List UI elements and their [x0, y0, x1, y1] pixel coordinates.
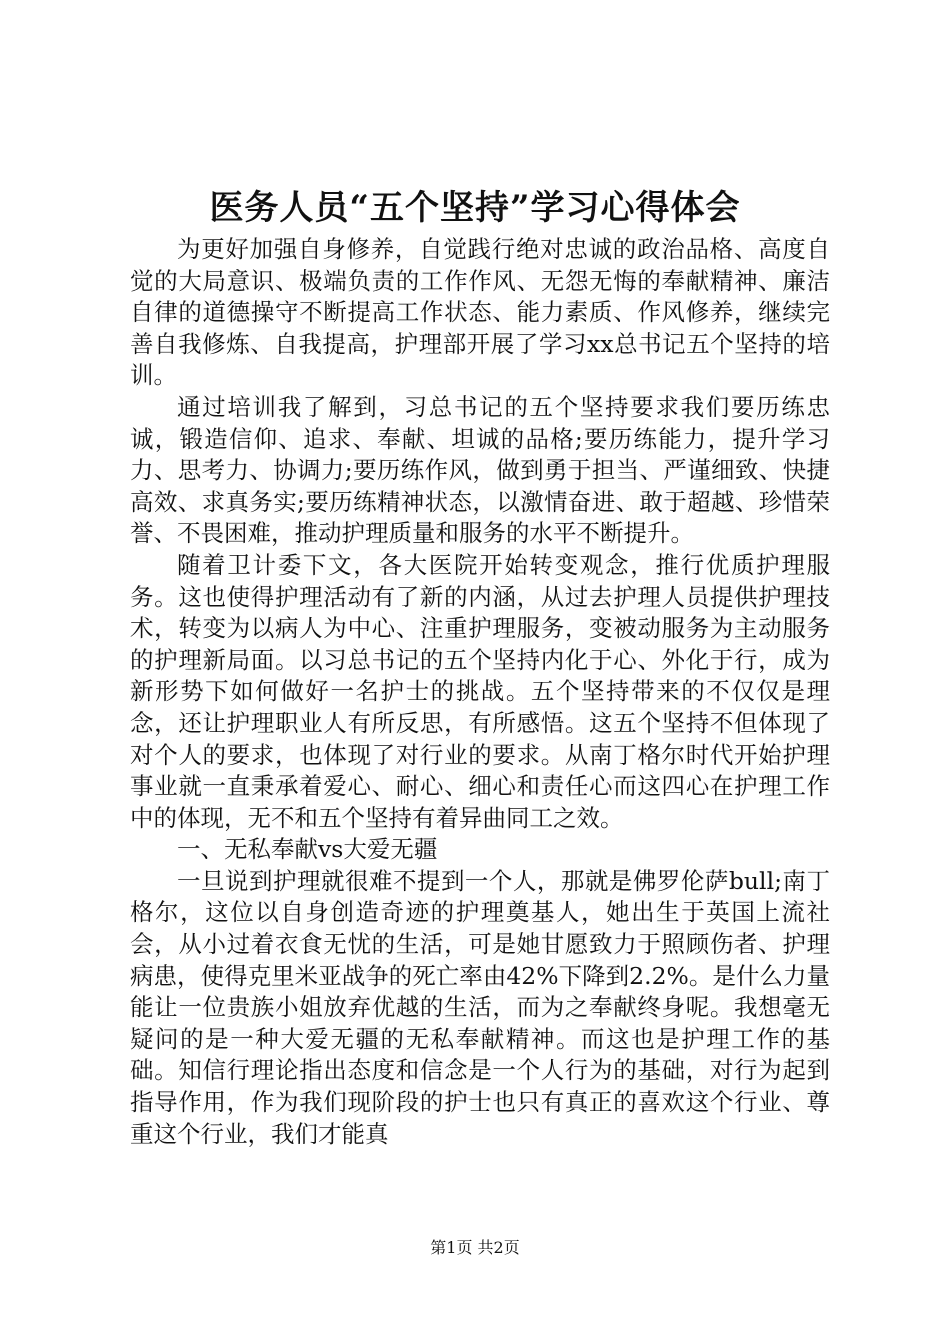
paragraph-nightingale: 一旦说到护理就很难不提到一个人，那就是佛罗伦萨bull;南丁格尔，这位以自身创造奇迹的护理奠基人，她出生于英国上流社会，从小过着衣食无忧的生活，可是她甘愿致力于照顾伤者、护理病患，使得克里米亚战争的死亡率由42%下降到2.2%。是什么力量能让一位贵族小姐放弃优越的生活，而为之奉献终身呢。我想毫无疑问的是一种大爱无疆的无私奉献精神。而这也是护理工作的基础。知信行理论指出态度和信念是一个人行为的基础，对行为起到指导作用，作为我们现阶段的护士也只有真正的喜欢这个行业、尊重这个行业，我们才能真 [130, 866, 830, 1148]
document-body [130, 234, 830, 1150]
paragraph-intro: 为更好加强自身修养，自觉践行绝对忠诚的政治品格、高度自觉的大局意识、极端负责的工作作风、无怨无悔的奉献精神、廉洁自律的道德操守不断提高工作状态、能力素质、作风修养，继续完善自我修炼、自我提高，护理部开展了学习xx总书记五个坚持的培训。 [130, 235, 830, 390]
paragraph-training: 通过培训我了解到，习总书记的五个坚持要求我们要历练忠诚，锻造信仰、追求、奉献、坦诚的品格;要历练能力，提升学习力、思考力、协调力;要历练作风，做到勇于担当、严谨细致、快捷高效、求真务实;要历练精神状态，以激情奋进、敢于超越、珍惜荣誉、不畏困难，推动护理质量和服务的水平不断提升。 [130, 392, 830, 548]
section-heading: 一、无私奉献vs大爱无疆 [177, 835, 438, 864]
document-title: 医务人员“五个坚持”学习心得体会 [209, 188, 741, 228]
page-footer: 第1页 共2页 [430, 1238, 520, 1257]
paragraph-quality-service: 随着卫计委下文，各大医院开始转变观念，推行优质护理服务。这也使得护理活动有了新的内涵，从过去护理人员提供护理技术，转变为以病人为中心、注重护理服务，变被动服务为主动服务的护理新局面。以习总书记的五个坚持内化于心、外化于行，成为新形势下如何做好一名护士的挑战。五个坚持带来的不仅仅是理念，还让护理职业人有所反思，有所感悟。这五个坚持不但体现了对个人的要求，也体现了对行业的要求。从南丁格尔时代开始护理事业就一直秉承着爱心、耐心、细心和责任心而这四心在护理工作中的体现，无不和五个坚持有着异曲同工之效。 [130, 550, 830, 832]
